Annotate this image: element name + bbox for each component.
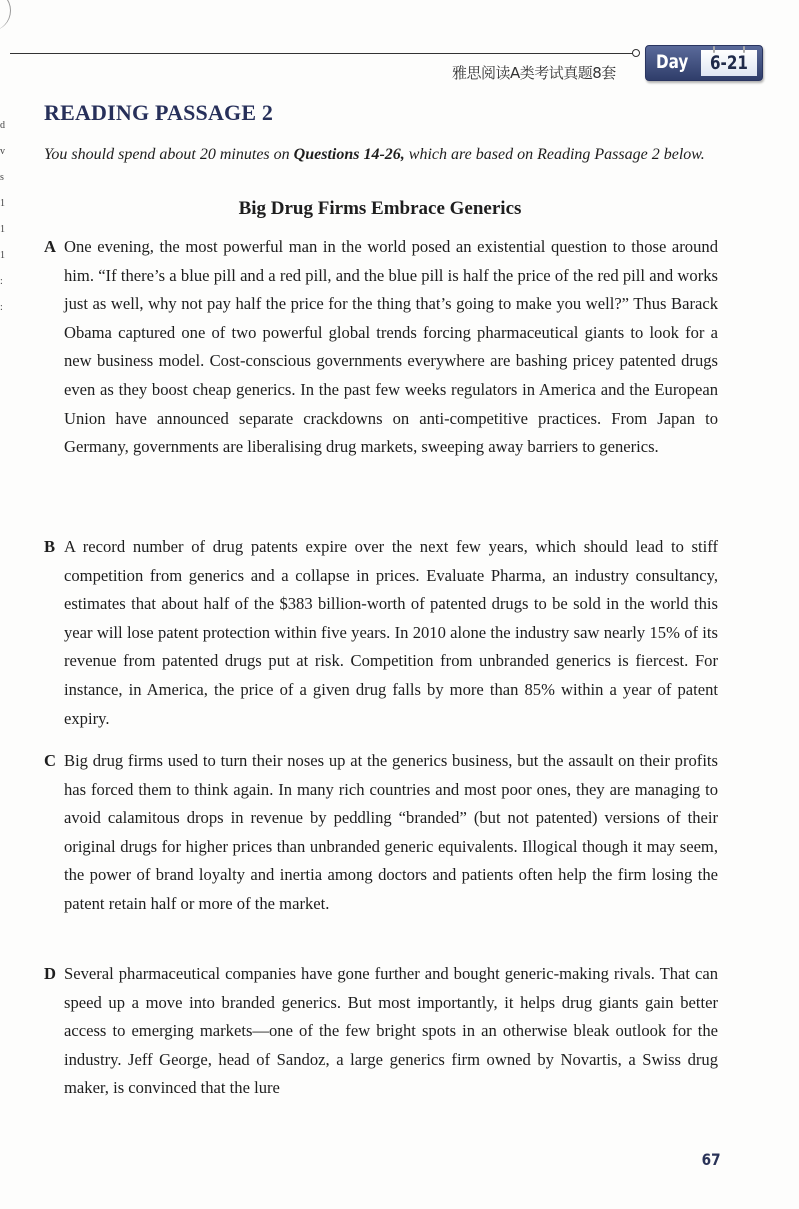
passage-heading: READING PASSAGE 2 (44, 100, 274, 125)
margin-mark: s (0, 172, 4, 183)
margin-mark: 1 (0, 250, 5, 261)
paragraph-d (44, 960, 718, 1103)
paragraph-letter: B (44, 537, 56, 556)
day-badge (645, 45, 763, 81)
paragraph-letter: D (44, 964, 56, 983)
paragraph-text: One evening, the most powerful man in the world posed an existential question to those around him. “If there’s a blue pill and a red pill, and the blue pill is half the price of the red pill and works just as well, why not pay half the price for the thing that’s going to make you well?” Thus Barack Obama captured one of two powerful global trends forcing pharmaceutical giants to look for a new business model. Cost-conscious governments everywhere are bashing pricey patented drugs even as they boost cheap generics. In the past few weeks regulators in America and the European Union have announced separate crackdowns on anti-competitive practices. From Japan to Germany, governments are liberalising drug markets, sweeping away barriers to generics. (64, 237, 718, 457)
paragraph-letter: A (44, 237, 56, 256)
instructions-questions: Questions 14-26, (293, 146, 405, 163)
header-rule (10, 53, 636, 54)
paragraph-a (44, 233, 718, 462)
margin-mark: 1 (0, 224, 5, 235)
paragraph-text: Big drug firms used to turn their noses up at the generics business, but the assault on their profits has forced them to think again. In many rich countries and most poor ones, they are managing to avoid calamitous drops in revenue by peddling “branded” (but not patented) versions of their original drugs for higher prices than unbranded generic equivalents. Illogical though it may seem, the power of brand loyalty and inertia among doctors and patients often help the firm losing the patent retain half or more of the market. (64, 751, 718, 913)
margin-mark: v (0, 146, 5, 157)
bleed-through-margin (0, 120, 10, 328)
day-label: Day (656, 51, 689, 73)
paragraph-letter: C (44, 751, 56, 770)
calendar-icon (701, 50, 757, 76)
page-corner-arc (0, 0, 11, 31)
instructions (44, 141, 734, 169)
article-title: Big Drug Firms Embrace Generics (238, 198, 522, 219)
paragraph-text: A record number of drug patents expire over the next few years, which should lead to stiff competition from generics and a collapse in prices. Evaluate Pharma, an industry consultancy, estimates that about half of the $383 billion-worth of patented drugs to be sold in the world this year will lose patent protection within five years. In 2010 alone the industry saw nearly 15% of its revenue from patented drugs put at risk. Competition from unbranded generics is fiercest. For instance, in America, the price of a given drug falls by more than 85% within a year of patent expiry. (64, 537, 718, 728)
instructions-text: which are based on Reading Passage 2 below. (404, 146, 705, 163)
paragraph-b (44, 533, 718, 733)
page-number: 67 (701, 1150, 721, 1169)
margin-mark: : (0, 302, 3, 313)
margin-mark: d (0, 120, 5, 131)
paragraph-c (44, 747, 718, 919)
day-date: 6-21 (709, 52, 749, 74)
margin-mark: 1 (0, 198, 5, 209)
header-rule-end-dot (632, 49, 640, 57)
header-subtitle: 雅思阅读A类考试真题8套 (452, 64, 616, 82)
paragraph-text: Several pharmaceutical companies have gone further and bought generic-making rivals. That can speed up a move into branded generics. But most importantly, it helps drug giants gain better access to emerging markets—one of the few bright spots in an otherwise bleak outlook for the industry. Jeff George, head of Sandoz, a large generics firm owned by Novartis, a Swiss drug maker, is convinced that the lure (64, 964, 718, 1098)
margin-mark: : (0, 276, 3, 287)
instructions-text: You should spend about 20 minutes on (44, 146, 294, 163)
